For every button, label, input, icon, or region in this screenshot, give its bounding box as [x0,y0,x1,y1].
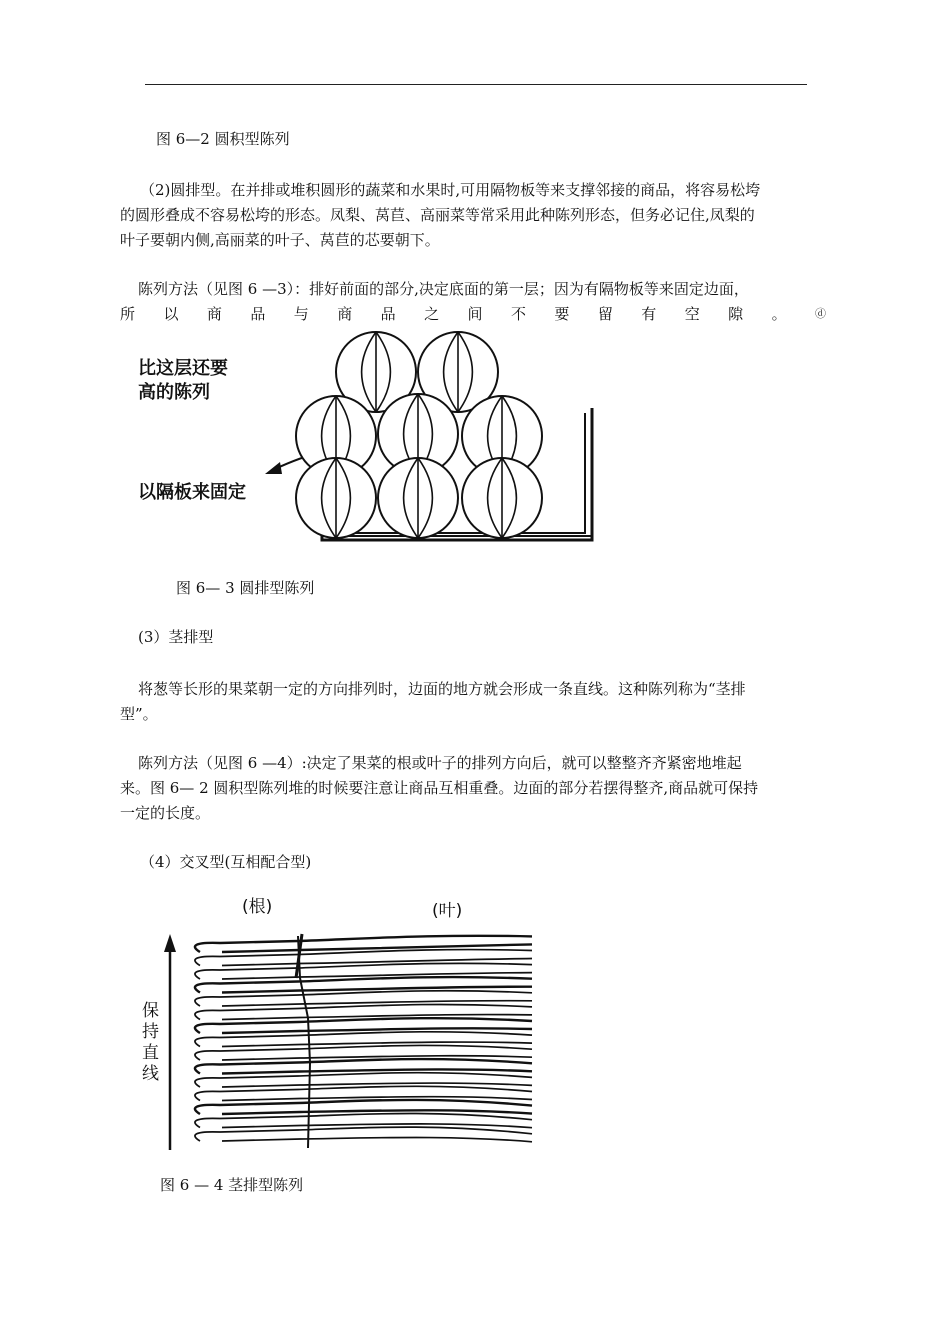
stem-line [195,977,532,992]
header-rule [145,84,807,85]
produce-ball [296,458,376,538]
method-stem-line1: 陈列方法（见图 6 —4）:决定了果菜的根或叶子的排列方向后，就可以整整齐齐紧密地堆起 [138,754,742,772]
method-stem-line3: 一定的长度。 [120,804,211,822]
figure-6-3-label-top-2: 高的陈列 [138,382,210,403]
stem-line [195,1045,532,1060]
method-stem-line2: 来。图 6— 2 圆积型陈列堆的时候要注意让商品互相重叠。边面的部分若摆得整齐,商品就可保持 [120,779,759,797]
stem-line [195,1018,532,1033]
heading-cross: （4）交叉型(互相配合型) [140,853,312,871]
figure-6-4-label-leaf: (叶) [432,901,463,921]
produce-ball [378,458,458,538]
figure-6-4-vertical-char-2: 持 [142,1022,159,1042]
para-stem-line1: 将葱等长形的果菜朝一定的方向排列时，边面的地方就会形成一条直线。这种陈列称为“茎排 [138,680,746,698]
stem-line [195,1114,532,1128]
figure-6-4-vertical-char-4: 线 [142,1064,159,1084]
stem-line [195,1100,532,1114]
figure-6-4-label-root: (根) [242,897,273,917]
heading-stem: (3）茎排型 [138,628,214,646]
para-round-line3: 叶子要朝内侧,高丽菜的叶子、莴苣的芯要朝下。 [120,231,440,249]
figure-6-2-caption: 图 6—2 圆积型陈列 [156,130,290,148]
stem-line [195,1059,532,1073]
stem-line [195,1127,532,1142]
produce-ball [462,458,542,538]
figure-6-4-vertical-char-1: 保 [142,1001,159,1021]
figure-6-3-caption: 图 6— 3 圆排型陈列 [176,579,315,597]
stem-line [195,1073,532,1087]
stem-line [195,1004,532,1019]
para-round-line1: （2)圆排型。在并排或堆积圆形的蔬菜和水果时,可用隔物板等来支撑邻接的商品，将容易松垮 [140,181,761,199]
stem-line [195,1032,532,1047]
figure-6-3-illustration [130,328,600,546]
method-round-line2: 所 以 商 品 与 商 品 之 间 不 要 留 有 空 隙 。 ⓓ [120,305,826,323]
stem-line [195,1086,532,1100]
figure-6-4-caption: 图 6 — 4 茎排型陈列 [160,1176,304,1194]
method-round-line1: 陈列方法（见图 6 —3）：排好前面的部分,决定底面的第一层；因为有隔物板等来固定边面， [138,280,749,298]
figure-6-4-vertical-char-3: 直 [142,1043,159,1063]
figure-6-3-label-divider: 以隔板来固定 [138,482,246,503]
figure-6-4-illustration [130,888,540,1163]
para-stem-line2: 型”。 [120,705,158,723]
figure-6-3-label-top-1: 比这层还要 [138,358,228,379]
para-round-line2: 的圆形叠成不容易松垮的形态。凤梨、莴苣、高丽菜等常采用此种陈列形态，但务必记住,凤梨的 [120,206,755,224]
